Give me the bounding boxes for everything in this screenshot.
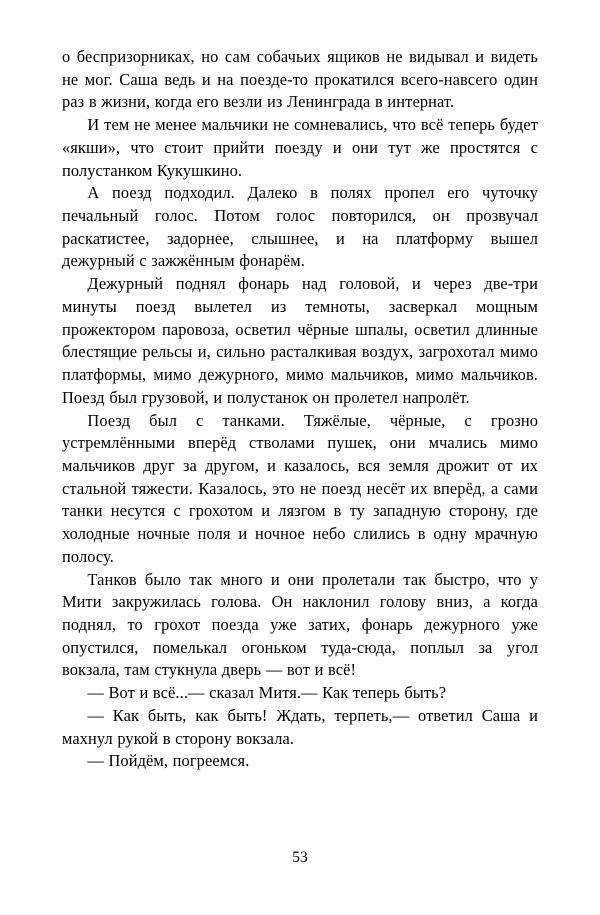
page-number: 53 (292, 849, 308, 866)
paragraph: И тем не менее мальчики не сомневались, что всё теперь будет «якши», что стоит прийти поезду и они тут же простятся с полустанком Кукушкино. (62, 115, 538, 180)
paragraph: о беспризорниках, но сам собачьих ящиков не видывал и видеть не мог. Саша ведь и на поезде-то прокатился всего-навсего один раз в жизни, когда его везли из Ленинграда в интернат. (62, 47, 538, 112)
paragraph: Дежурный поднял фонарь над головой, и через две-три минуты поезд вылетел из темноты, засверкал мощным прожектором паровоза, осветил чёрные шпалы, осветил длинные блестящие рельсы и, сильно расталкивая воздух, загрохотал мимо платформы, мимо дежурного, мимо мальчиков, мимо мальчиков. Поезд был грузовой, и полустанок он пролетел напролёт. (62, 274, 538, 407)
paragraph: — Как быть, как быть! Ждать, терпеть,— ответил Саша и махнул рукой в сторону вокзала. (62, 705, 538, 748)
paragraph: А поезд подходил. Далеко в полях пропел его чуточку печальный голос. Потом голос повторился, он прозвучал раскатистее, задорнее, слышнее, и на платформу вышел дежурный с зажжённым фонарём. (62, 183, 538, 271)
paragraph: Поезд был с танками. Тяжёлые, чёрные, с грозно устремлёнными вперёд стволами пушек, они мчались мимо мальчиков друг за другом, и казалось, вся земля дрожит от их стальной тяжести. Казалось, это не поезд несёт их вперёд, а сами танки несутся с грохотом и лязгом в ту западную сторону, где холодные ночные поля и ночное небо слились в одну мрачную полосу. (62, 410, 538, 566)
paragraph: — Вот и всё...— сказал Митя.— Как теперь быть? (87, 683, 447, 703)
paragraph: Танков было так много и они пролетали так быстро, что у Мити закружилась голова. Он наклонил голову вниз, а когда поднял, то грохот поезда уже затих, фонарь дежурного уже опустился, помелькал огоньком туда-сюда, поплыл за угол вокзала, там стукнула дверь — вот и всё! (62, 569, 538, 680)
paragraph: — Пойдём, погреемся. (87, 751, 250, 771)
page-body (62, 46, 538, 773)
